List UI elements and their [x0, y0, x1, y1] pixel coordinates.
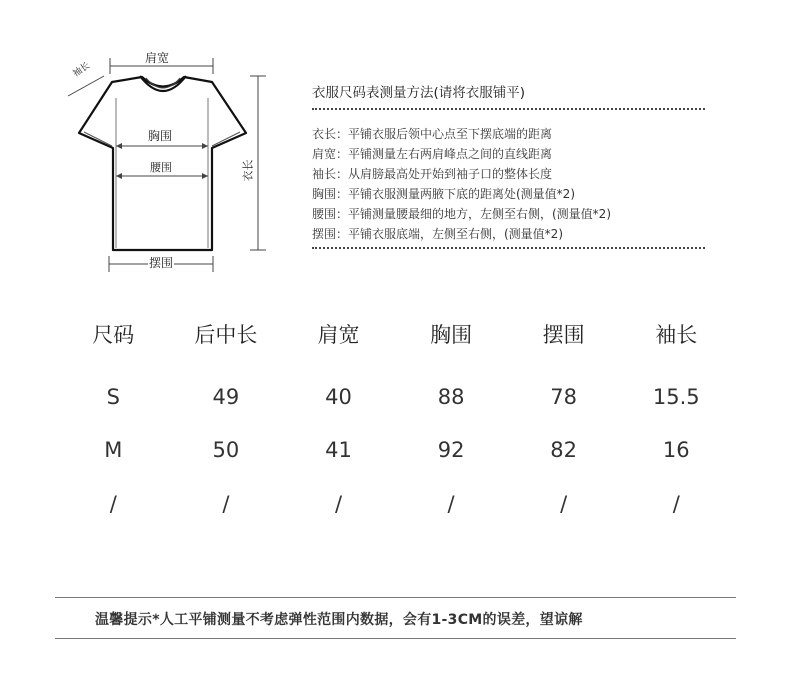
dotted-divider-bottom	[312, 247, 705, 249]
hem-label: 摆围	[149, 256, 174, 270]
table-cell: /	[560, 492, 568, 516]
table-cell: S	[106, 385, 120, 409]
table-row	[57, 438, 733, 462]
header-cell: 尺码	[92, 323, 135, 347]
header-cell: 后中长	[194, 323, 258, 347]
size-table-header	[57, 319, 733, 349]
method-item-shoulder: 肩宽：平铺测量左右两肩峰点之间的直线距离	[312, 147, 553, 161]
method-item-chest: 胸围：平铺衣服测量两腋下底的距离处(测量值*2)	[312, 187, 575, 201]
table-cell: 88	[437, 385, 465, 409]
table-cell: 40	[325, 385, 352, 409]
table-cell: 78	[550, 385, 578, 409]
method-item-waist: 腰围：平铺测量腰最细的地方，左侧至右侧，(测量值*2)	[312, 207, 612, 221]
table-row	[57, 492, 733, 516]
table-cell: /	[222, 492, 230, 516]
tshirt-outline-icon	[0, 0, 300, 290]
table-cell: 16	[662, 438, 690, 462]
shoulder-width-label: 肩宽	[145, 51, 170, 65]
table-cell: M	[104, 438, 123, 462]
table-cell: /	[447, 492, 455, 516]
header-cell: 摆围	[542, 323, 585, 347]
footer-divider-bottom	[55, 638, 736, 639]
table-cell: 15.5	[652, 385, 700, 409]
sleeve-length-label: 袖长	[71, 60, 92, 80]
method-item-length: 衣长：平铺衣服后领中心点至下摆底端的距离	[312, 127, 553, 141]
method-item-hem: 摆围：平铺衣服底端，左侧至右侧，(测量值*2)	[312, 227, 563, 241]
waist-label: 腰围	[150, 161, 172, 174]
header-cell: 袖长	[655, 323, 698, 347]
table-cell: /	[672, 492, 680, 516]
table-cell: /	[109, 492, 117, 516]
table-cell: 82	[550, 438, 578, 462]
length-label: 衣长	[241, 159, 255, 182]
table-cell: 41	[325, 438, 352, 462]
table-cell: /	[334, 492, 343, 516]
table-cell: 49	[212, 385, 240, 409]
table-cell: 50	[212, 438, 240, 462]
table-row	[57, 385, 733, 409]
header-cell: 胸围	[430, 323, 473, 347]
table-cell: 92	[437, 438, 465, 462]
footer-divider-top	[55, 597, 736, 598]
footer-note: 温馨提示*人工平铺测量不考虑弹性范围内数据，会有1-3CM的误差，望谅解	[95, 612, 583, 628]
method-item-sleeve: 袖长：从肩膀最高处开始到袖子口的整体长度	[312, 167, 553, 181]
header-cell: 肩宽	[317, 323, 360, 347]
tshirt-measurement-diagram	[0, 0, 300, 290]
method-list	[312, 124, 611, 244]
method-title: 衣服尺码表测量方法(请将衣服铺平)	[312, 85, 526, 101]
dotted-divider-top	[312, 108, 705, 110]
chest-label: 胸围	[148, 129, 173, 143]
